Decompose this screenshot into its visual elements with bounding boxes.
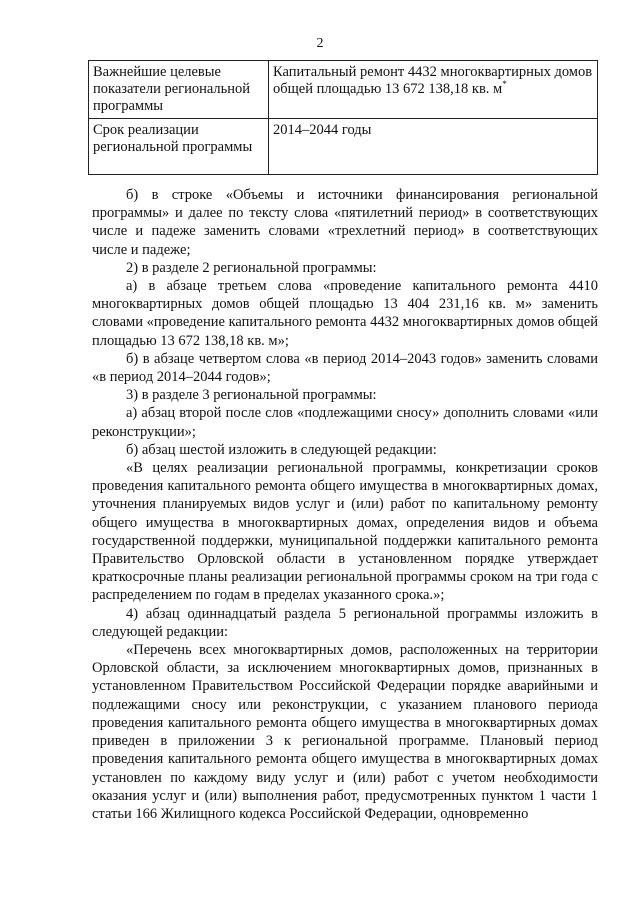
document-body bbox=[92, 186, 598, 823]
table-cell-value bbox=[269, 61, 598, 119]
table-cell-value-text: Капитальный ремонт 4432 многоквартирных домов общей площадью 13 672 138,18 кв. м bbox=[273, 64, 593, 97]
paragraph: б) в строке «Объемы и источники финансирования региональной программы» и далее по тексту слова «пятилетний период» в соответствующих числе и падеже заменить словами «трехлетний период» в соответствующих числе и падеже; bbox=[92, 187, 598, 258]
paragraph: «В целях реализации региональной программы, конкретизации сроков проведения капитального ремонта общего имущества в многоквартирных домах, уточнения планируемых видов услуг и (или) работ по капитальному ремонту общего имущества в многоквартирных домах, определения видов и объема государственной поддержки, муниципальной поддержки капитального ремонта Правительство Орловской области в установленном порядке утверждает краткосрочные планы реализации региональной программы сроком на три года с распределением по годам в пределах указанного срока.»; bbox=[92, 460, 598, 604]
table-row bbox=[89, 119, 598, 175]
table-cell-label: Важнейшие целевые показатели региональной программы bbox=[89, 61, 269, 119]
paragraph: а) в абзаце третьем слова «проведение капитального ремонта 4410 многоквартирных домов общей площадью 13 404 231,16 кв. м» заменить словами «проведение капитального ремонта 4432 многоквартирных домов общей площадью 13 672 138,18 кв. м»; bbox=[92, 278, 598, 349]
paragraph: а) абзац второй после слов «подлежащими сносу» дополнить словами «или реконструкции»; bbox=[92, 405, 598, 440]
table-cell-label: Срок реализации региональной программы bbox=[89, 119, 269, 175]
program-passport-table bbox=[88, 60, 598, 175]
table-row bbox=[89, 61, 598, 119]
footnote-mark: * bbox=[502, 79, 507, 90]
table-cell-value: 2014–2044 годы bbox=[269, 119, 598, 175]
page-number: 2 bbox=[316, 36, 324, 51]
paragraph: 4) абзац одиннадцатый раздела 5 региональной программы изложить в следующей редакции: bbox=[92, 605, 598, 640]
paragraph: 2) в разделе 2 региональной программы: bbox=[126, 259, 377, 276]
paragraph: «Перечень всех многоквартирных домов, расположенных на территории Орловской области, за исключением многоквартирных домов, признанных в установленном Правительством Российской Федерации порядке аварийными и подлежащими сносу или реконструкции, с указанием планового периода проведения капитального ремонта общего имущества в многоквартирных домах приведен в приложении 3 к региональной программе. Плановый период проведения капитального ремонта общего имущества в многоквартирных домах установлен по каждому виду услуг и (или) работ с учетом необходимости оказания услуг и (или) выполнения работ, предусмотренных пунктом 1 части 1 статьи 166 Жилищного кодекса Российской Федерации, одновременно bbox=[92, 642, 598, 822]
paragraph: б) в абзаце четвертом слова «в период 2014–2043 годов» заменить словами «в период 2014–2044 годов»; bbox=[92, 350, 598, 386]
paragraph: б) абзац шестой изложить в следующей редакции: bbox=[126, 441, 437, 458]
paragraph: 3) в разделе 3 региональной программы: bbox=[126, 387, 377, 404]
